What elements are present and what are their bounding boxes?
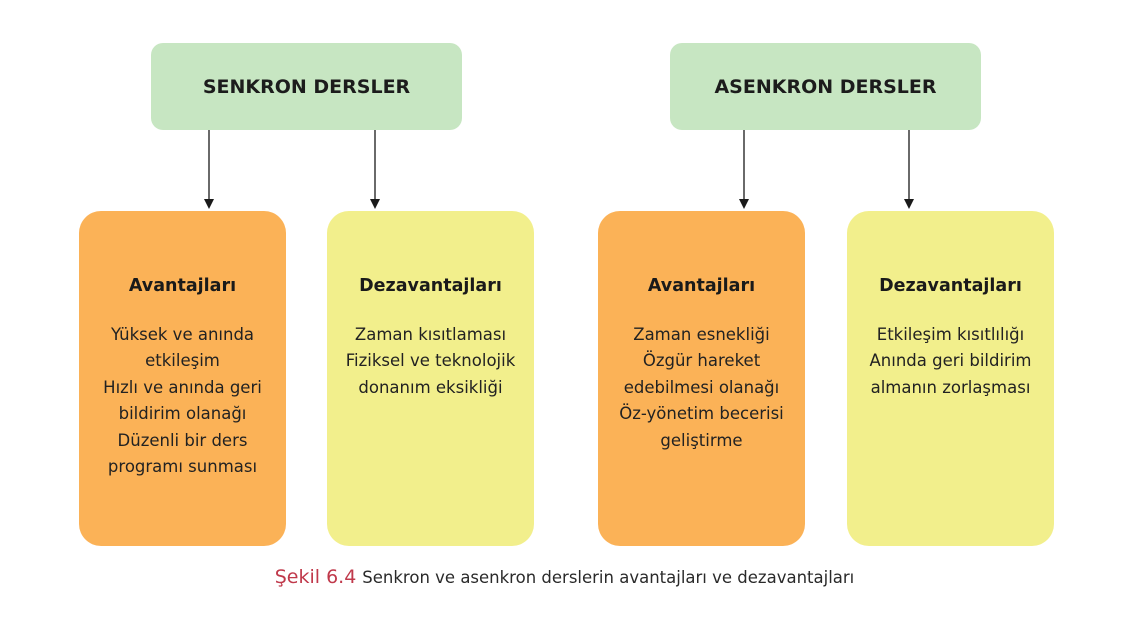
figure-caption xyxy=(0,566,1129,588)
sync-advantages-line: etkileşim xyxy=(145,351,220,370)
async-disadvantages-line: Etkileşim kısıtlılığı xyxy=(876,324,1025,344)
async-advantages-box xyxy=(598,211,805,546)
async-advantages-line: Zaman esnekliği xyxy=(633,324,770,344)
sync-advantages-line: Yüksek ve anında xyxy=(110,324,255,344)
figure-caption-label: Şekil 6.4 xyxy=(274,566,357,588)
async-disadvantages-line: almanın zorlaşması xyxy=(870,377,1031,397)
sync-disadvantages-line: Fiziksel ve teknolojik xyxy=(345,351,516,370)
sync-disadvantages-line: Zaman kısıtlaması xyxy=(354,324,507,344)
async-header-title: ASENKRON DERSLER xyxy=(714,75,937,98)
sync-advantages-line: programı sunması xyxy=(107,457,258,476)
sync-disadvantages-title: Dezavantajları xyxy=(359,276,502,296)
sync-advantages-line: Düzenli bir ders xyxy=(117,430,248,450)
async-advantages-title: Avantajları xyxy=(647,276,756,296)
async-advantages-line: Özgür hareket xyxy=(642,351,761,370)
async-header-box xyxy=(670,43,981,130)
async-advantages-line: geliştirme xyxy=(660,430,743,450)
async-disadvantages-line: Anında geri bildirim xyxy=(869,351,1032,370)
sync-advantages-line: bildirim olanağı xyxy=(118,404,247,423)
sync-header-title: SENKRON DERSLER xyxy=(202,75,411,98)
sync-header-box xyxy=(151,43,462,130)
figure-caption-text: Senkron ve asenkron derslerin avantajları ve dezavantajları xyxy=(362,568,855,587)
async-disadvantages-box xyxy=(847,211,1054,546)
async-disadvantages-title: Dezavantajları xyxy=(879,276,1022,296)
sync-disadvantages-line: donanım eksikliği xyxy=(358,377,503,397)
sync-disadvantages-box xyxy=(327,211,534,546)
sync-advantages-line: Hızlı ve anında geri xyxy=(103,377,262,397)
sync-advantages-title: Avantajları xyxy=(128,276,237,296)
sync-advantages-box xyxy=(79,211,286,546)
async-advantages-line: edebilmesi olanağı xyxy=(623,377,780,397)
async-advantages-line: Öz-yönetim becerisi xyxy=(619,404,784,423)
